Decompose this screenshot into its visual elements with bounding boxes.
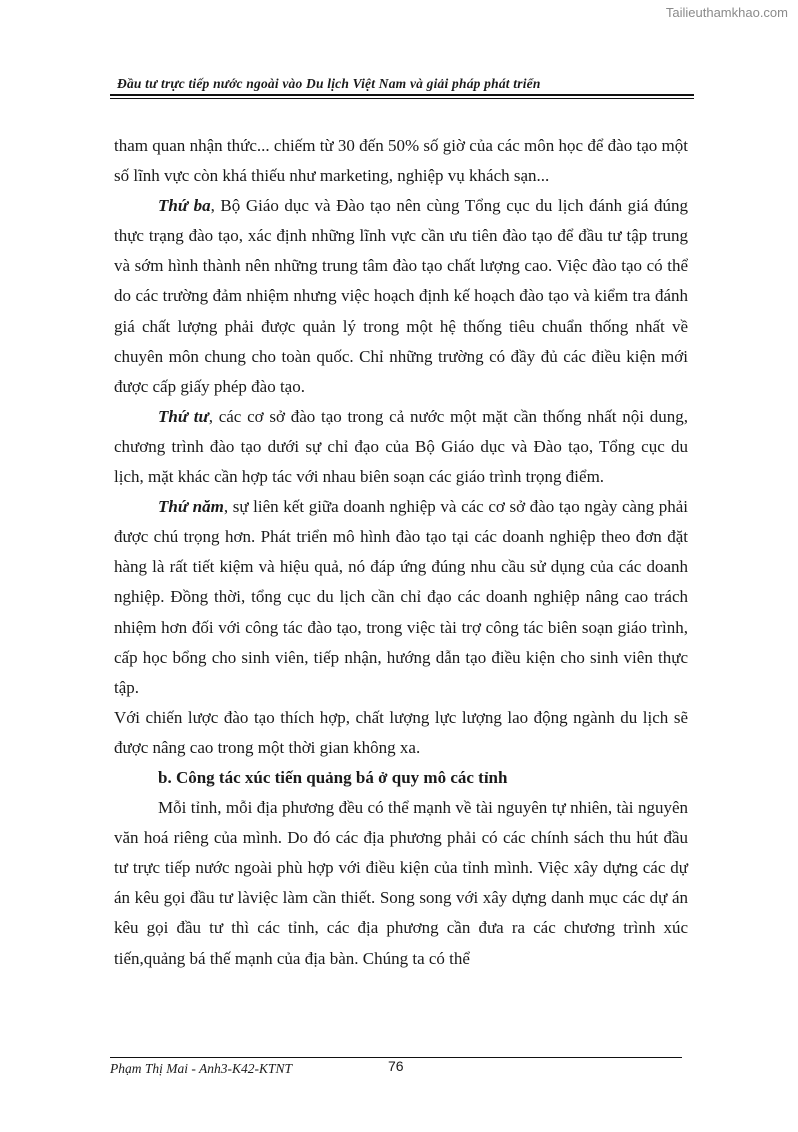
paragraph-text: , Bộ Giáo dục và Đào tạo nên cùng Tổng cục du lịch đánh giá đúng thực trạng đào tạo, xác định những lĩnh vực cần ưu tiên đào tạo để đầu tư tập trung và sớm hình thành nên những trung tâm đào tạo chất lượng cao. Việc đào tạo có thể do các trường đảm nhiệm nhưng việc hoạch định kế hoạch đào tạo và kiểm tra đánh giá chất lượng phải được quản lý trong một hệ thống tiêu chuẩn thống nhất về chuyên môn chung cho toàn quốc. Chỉ những trường có đầy đủ các điều kiện mới được cấp giấy phép đào tạo. bbox=[114, 196, 688, 396]
paragraph-text: , sự liên kết giữa doanh nghiệp và các cơ sở đào tạo ngày càng phải được chú trọng hơn. Phát triển mô hình đào tạo tại các doanh nghiệp theo đơn đặt hàng là rất tiết kiệm và hiệu quả, nó đáp ứng đúng nhu cầu sử dụng của các doanh nghiệp. Đồng thời, tổng cục du lịch cần chỉ đạo các doanh nghiệp nâng cao trách nhiệm hơn đối với công tác đào tạo, trong việc tài trợ công tác biên soạn giáo trình, cấp học bổng cho sinh viên, tiếp nhận, hướng dẫn tạo điều kiện cho sinh viên thực tập. bbox=[114, 497, 688, 697]
paragraph-thu-tu bbox=[114, 402, 688, 492]
paragraph-conclusion bbox=[114, 703, 688, 763]
paragraph-text: tham quan nhận thức... chiếm từ 30 đến 50% số giờ của các môn học để đào tạo một số lĩnh vực còn khá thiếu như marketing, nghiệp vụ khách sạn... bbox=[114, 136, 688, 186]
paragraph-lead: Thứ năm bbox=[158, 497, 224, 517]
header-rule-thin bbox=[110, 98, 694, 99]
paragraph-lead: Thứ tư bbox=[158, 406, 209, 426]
page-body bbox=[114, 131, 688, 974]
running-header-title: Đầu tư trực tiếp nước ngoài vào Du lịch Việt Nam và giải pháp phát triển bbox=[117, 76, 541, 91]
watermark-text: Tailieuthamkhao.com bbox=[665, 5, 788, 20]
paragraph-thu-nam bbox=[114, 492, 688, 703]
paragraph-lead: Thứ ba bbox=[158, 196, 211, 216]
paragraph-thu-ba bbox=[114, 191, 688, 402]
paragraph-continuation bbox=[114, 131, 688, 191]
paragraph-text: , các cơ sở đào tạo trong cả nước một mặt cần thống nhất nội dung, chương trình đào tạo dưới sự chỉ đạo của Bộ Giáo dục và Đào tạo, Tổng cục du lịch, mặt khác cần hợp tác với nhau biên soạn các giáo trình trọng điểm. bbox=[114, 406, 688, 487]
page-number: 76 bbox=[388, 1058, 404, 1074]
paragraph-text: Với chiến lược đào tạo thích hợp, chất lượng lực lượng lao động ngành du lịch sẽ được nâng cao trong một thời gian không xa. bbox=[114, 707, 688, 757]
header-rule bbox=[110, 94, 694, 96]
footer-author: Phạm Thị Mai - Anh3-K42-KTNT bbox=[110, 1061, 293, 1076]
paragraph-province bbox=[114, 793, 688, 974]
section-heading: b. Công tác xúc tiến quảng bá ở quy mô các tỉnh bbox=[158, 767, 508, 787]
paragraph-text: Mỗi tỉnh, mỗi địa phương đều có thể mạnh về tài nguyên tự nhiên, tài nguyên văn hoá riêng của mình. Do đó các địa phương phải có các chính sách thu hút đầu tư trực tiếp nước ngoài phù hợp với điều kiện của tỉnh mình. Việc xây dựng các dự án kêu gọi đầu tư làviệc làm cần thiết. Song song với xây dựng danh mục các dự án kêu gọi đầu tư thì các tỉnh, các địa phương cần đưa ra các chương trình xúc tiến,quảng bá thế mạnh của địa bàn. Chúng ta có thể bbox=[114, 798, 688, 968]
